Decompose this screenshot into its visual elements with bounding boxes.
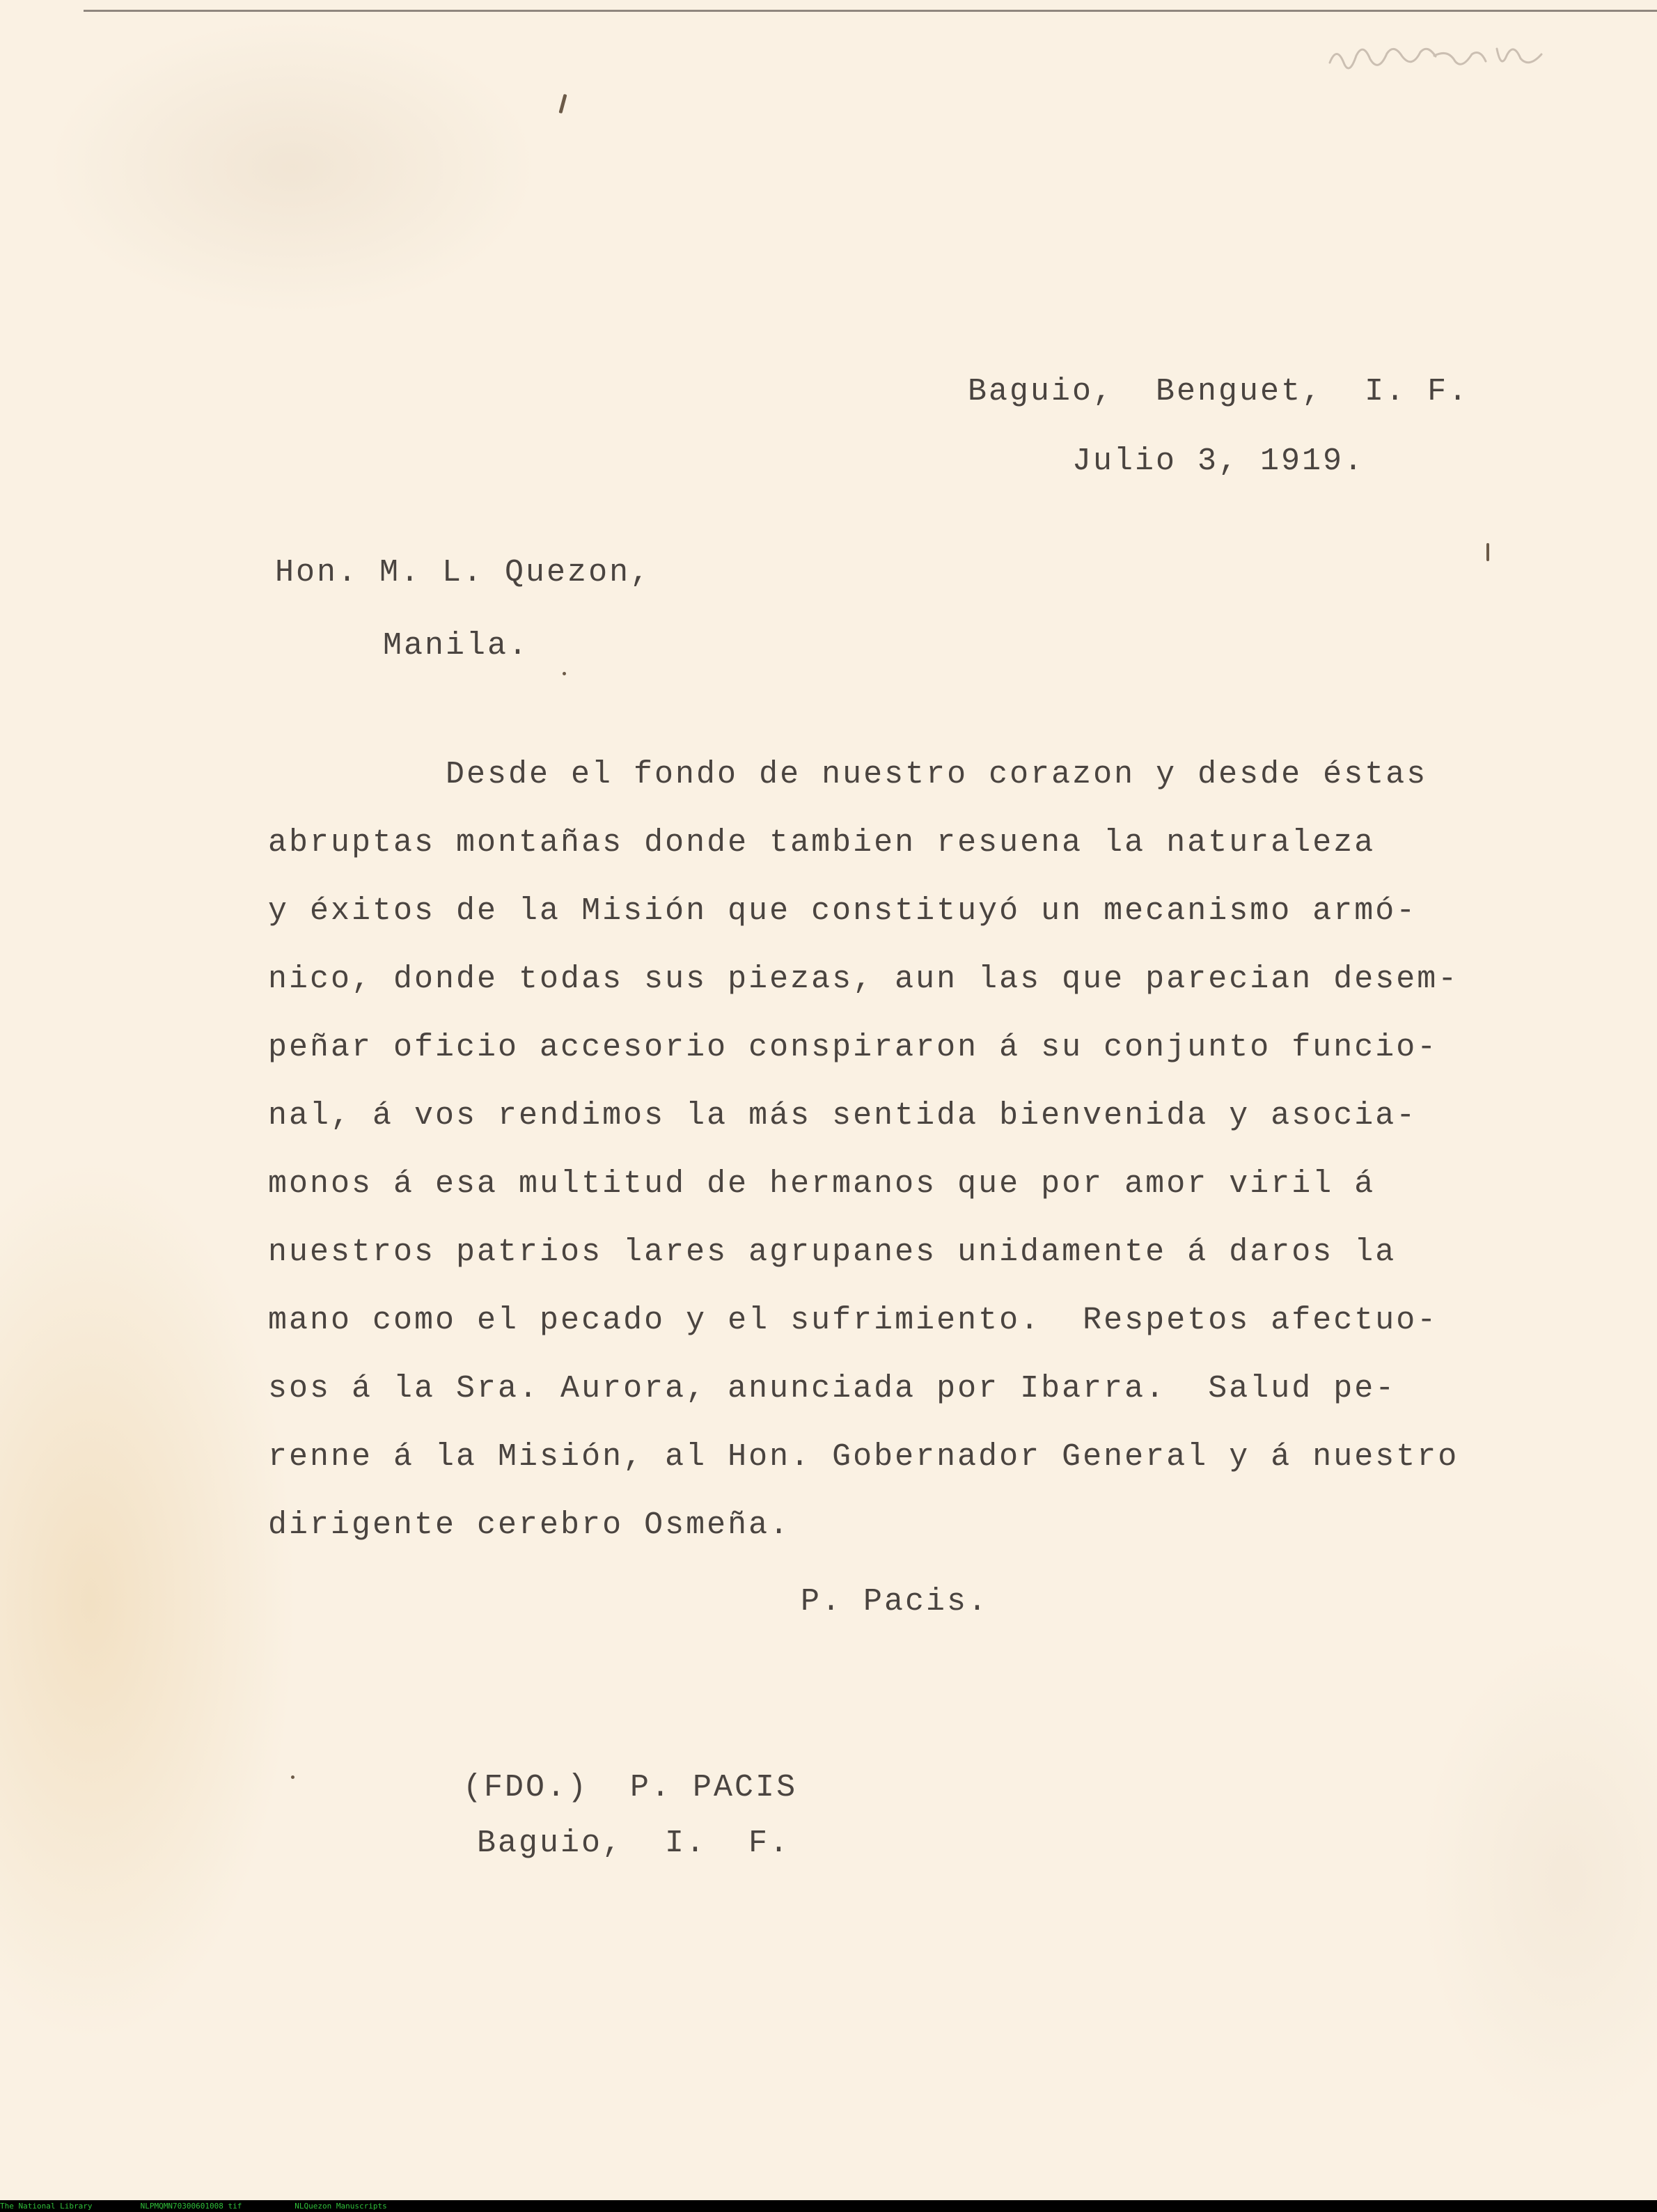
footer-file-id: NLPMQMN70300601008 tif <box>140 2202 242 2211</box>
ink-speck <box>563 672 566 675</box>
body-line: mano como el pecado y el sufrimiento. Respetos afectuo- <box>268 1303 1438 1338</box>
body-line: y éxitos de la Misión que constituyó un mecanismo armó- <box>268 893 1418 929</box>
body-line: peñar oficio accesorio conspiraron á su conjunto funcio- <box>268 1030 1438 1065</box>
body-line: abruptas montañas donde tambien resuena la naturaleza <box>268 825 1376 861</box>
body-line: nal, á vos rendimos la más sentida bienvenida y asocia- <box>268 1098 1418 1134</box>
footer-collection: NLQuezon Manuscripts <box>295 2202 387 2211</box>
top-edge-rule <box>84 10 1657 12</box>
body-line: monos á esa multitud de hermanos que por amor viril á <box>268 1166 1376 1202</box>
body-line: nuestros patrios lares agrupanes unidamente á daros la <box>268 1234 1397 1270</box>
letter-city: Manila. <box>383 628 530 664</box>
body-line: sos á la Sra. Aurora, anunciada por Ibarra. Salud pe- <box>268 1371 1397 1406</box>
letter-place: Baguio, Benguet, I. F. <box>968 374 1470 409</box>
body-line: Desde el fondo de nuestro corazon y desde éstas <box>446 757 1428 792</box>
ink-speck <box>1486 543 1489 561</box>
pencil-annotation <box>1323 35 1573 77</box>
scan-footer <box>0 2200 1657 2212</box>
body-line: renne á la Misión, al Hon. Gobernador General y á nuestro <box>268 1439 1459 1475</box>
letter-date: Julio 3, 1919. <box>1072 444 1365 479</box>
footer-library: The National Library <box>0 2202 93 2211</box>
ink-speck <box>558 94 567 113</box>
signature-place: Baguio, I. F. <box>477 1826 791 1861</box>
ink-speck <box>291 1775 295 1779</box>
signature-line: (FDO.) P. PACIS <box>463 1770 798 1805</box>
letter-closing: P. Pacis. <box>801 1584 989 1619</box>
letter-addressee: Hon. M. L. Quezon, <box>275 555 652 590</box>
letter-body <box>268 755 1507 1574</box>
body-line: nico, donde todas sus piezas, aun las que parecian desem- <box>268 962 1459 997</box>
body-line: dirigente cerebro Osmeña. <box>268 1507 791 1543</box>
